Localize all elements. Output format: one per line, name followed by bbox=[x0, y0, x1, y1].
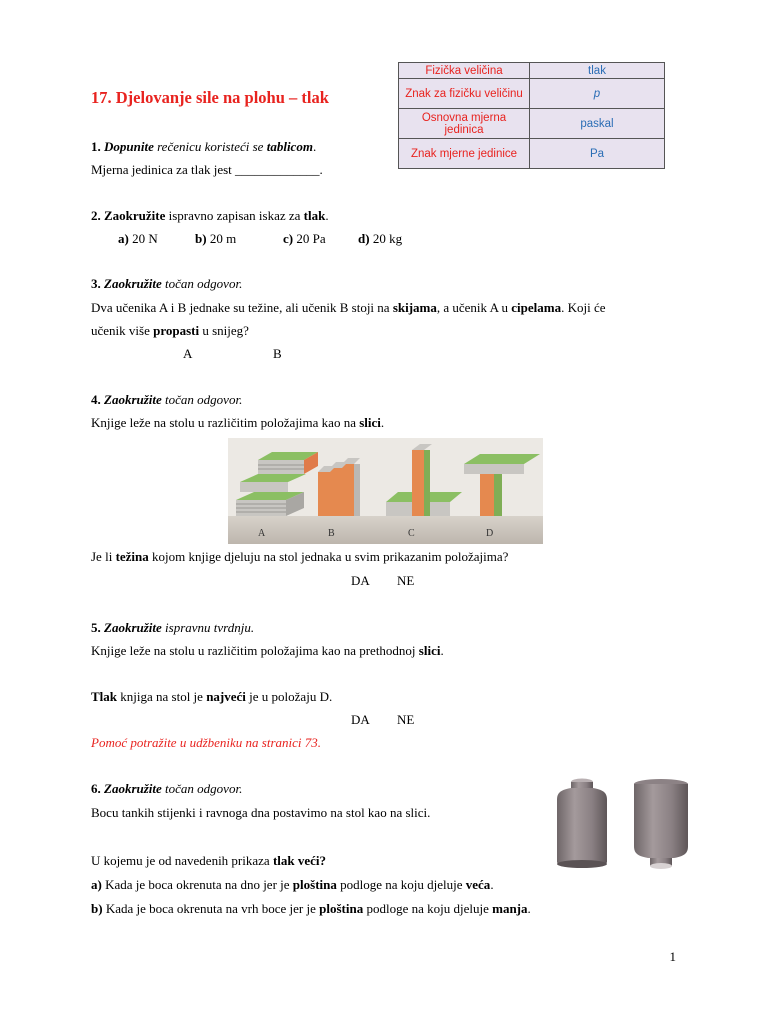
q5-answer-ne[interactable]: NE bbox=[397, 712, 415, 727]
table-label: Fizička veličina bbox=[399, 63, 530, 79]
table-label: Znak za fizičku veličinu bbox=[399, 79, 530, 109]
fig-label-c: C bbox=[408, 528, 415, 539]
fig-label-d: D bbox=[486, 528, 494, 539]
q2-option-d[interactable]: d) 20 kg bbox=[358, 231, 403, 246]
bottle-upright bbox=[557, 779, 607, 869]
table-label: Osnovna mjerna jedinica bbox=[399, 109, 530, 139]
page-title: 17. Djelovanje sile na plohu – tlak bbox=[91, 88, 329, 107]
q6-instruction: 6. Zaokružite točan odgovor. bbox=[91, 781, 243, 796]
q5-instruction: 5. Zaokružite ispravnu tvrdnju. bbox=[91, 620, 255, 635]
q6-option-a[interactable]: a) Kada je boca okrenuta na dno jer je ploština podloge na koju djeluje veća. bbox=[91, 877, 494, 892]
q5-hint: Pomoć potražite u udžbeniku na stranici 73. bbox=[91, 735, 322, 750]
q4-answer-ne[interactable]: NE bbox=[397, 573, 415, 588]
quantity-table bbox=[398, 62, 665, 169]
books-position-b bbox=[318, 458, 360, 516]
q3-text-line2: učenik više propasti u snijeg? bbox=[91, 323, 249, 338]
q3-text-line1: Dva učenika A i B jednake su težine, ali učenik B stoji na skijama, a učenik A u cipelama. Koji će bbox=[91, 300, 606, 315]
page-number: 1 bbox=[669, 949, 676, 964]
q2-option-c[interactable]: c) 20 Pa bbox=[283, 231, 326, 246]
q2-option-a[interactable]: a) 20 N bbox=[118, 231, 158, 246]
q1-sentence: Mjerna jedinica za tlak jest _____________. bbox=[91, 162, 323, 177]
fig-label-b: B bbox=[328, 528, 335, 539]
q4-instruction: 4. Zaokružite točan odgovor. bbox=[91, 392, 243, 407]
books-figure bbox=[228, 438, 543, 544]
q5-answer-da[interactable]: DA bbox=[351, 712, 370, 727]
table-label: Znak mjerne jedinice bbox=[399, 139, 530, 169]
q2-option-b[interactable]: b) 20 m bbox=[195, 231, 237, 246]
bottles-figure bbox=[553, 776, 693, 872]
table-value: p bbox=[530, 79, 665, 109]
q4-answer-da[interactable]: DA bbox=[351, 573, 370, 588]
q1-instruction: 1. Dopunite rečenicu koristeći se tablicom. bbox=[91, 139, 317, 154]
q3-option-a[interactable]: A bbox=[183, 346, 193, 361]
q5-statement: Tlak knjiga na stol je najveći je u položaju D. bbox=[91, 689, 333, 704]
q3-instruction: 3. Zaokružite točan odgovor. bbox=[91, 276, 243, 291]
table-value: paskal bbox=[530, 109, 665, 139]
q5-text: Knjige leže na stolu u različitim položajima kao na prethodnoj slici. bbox=[91, 643, 444, 658]
q6-text: Bocu tankih stijenki i ravnoga dna postavimo na stol kao na slici. bbox=[91, 805, 431, 820]
q4-question: Je li težina kojom knjige djeluju na stol jednaka u svim prikazanim položajima? bbox=[91, 549, 509, 564]
table-value: tlak bbox=[530, 63, 665, 79]
q3-option-b[interactable]: B bbox=[273, 346, 282, 361]
q4-text: Knjige leže na stolu u različitim položajima kao na slici. bbox=[91, 415, 385, 430]
table-value: Pa bbox=[530, 139, 665, 169]
q2-instruction: 2. Zaokružite ispravno zapisan iskaz za tlak. bbox=[91, 208, 329, 223]
bottle-inverted bbox=[634, 779, 688, 869]
q6-question: U kojemu je od navedenih prikaza tlak veći? bbox=[91, 853, 327, 868]
fig-label-a: A bbox=[258, 528, 266, 539]
q6-option-b[interactable]: b) Kada je boca okrenuta na vrh boce jer je ploština podloge na koju djeluje manja. bbox=[91, 901, 531, 916]
